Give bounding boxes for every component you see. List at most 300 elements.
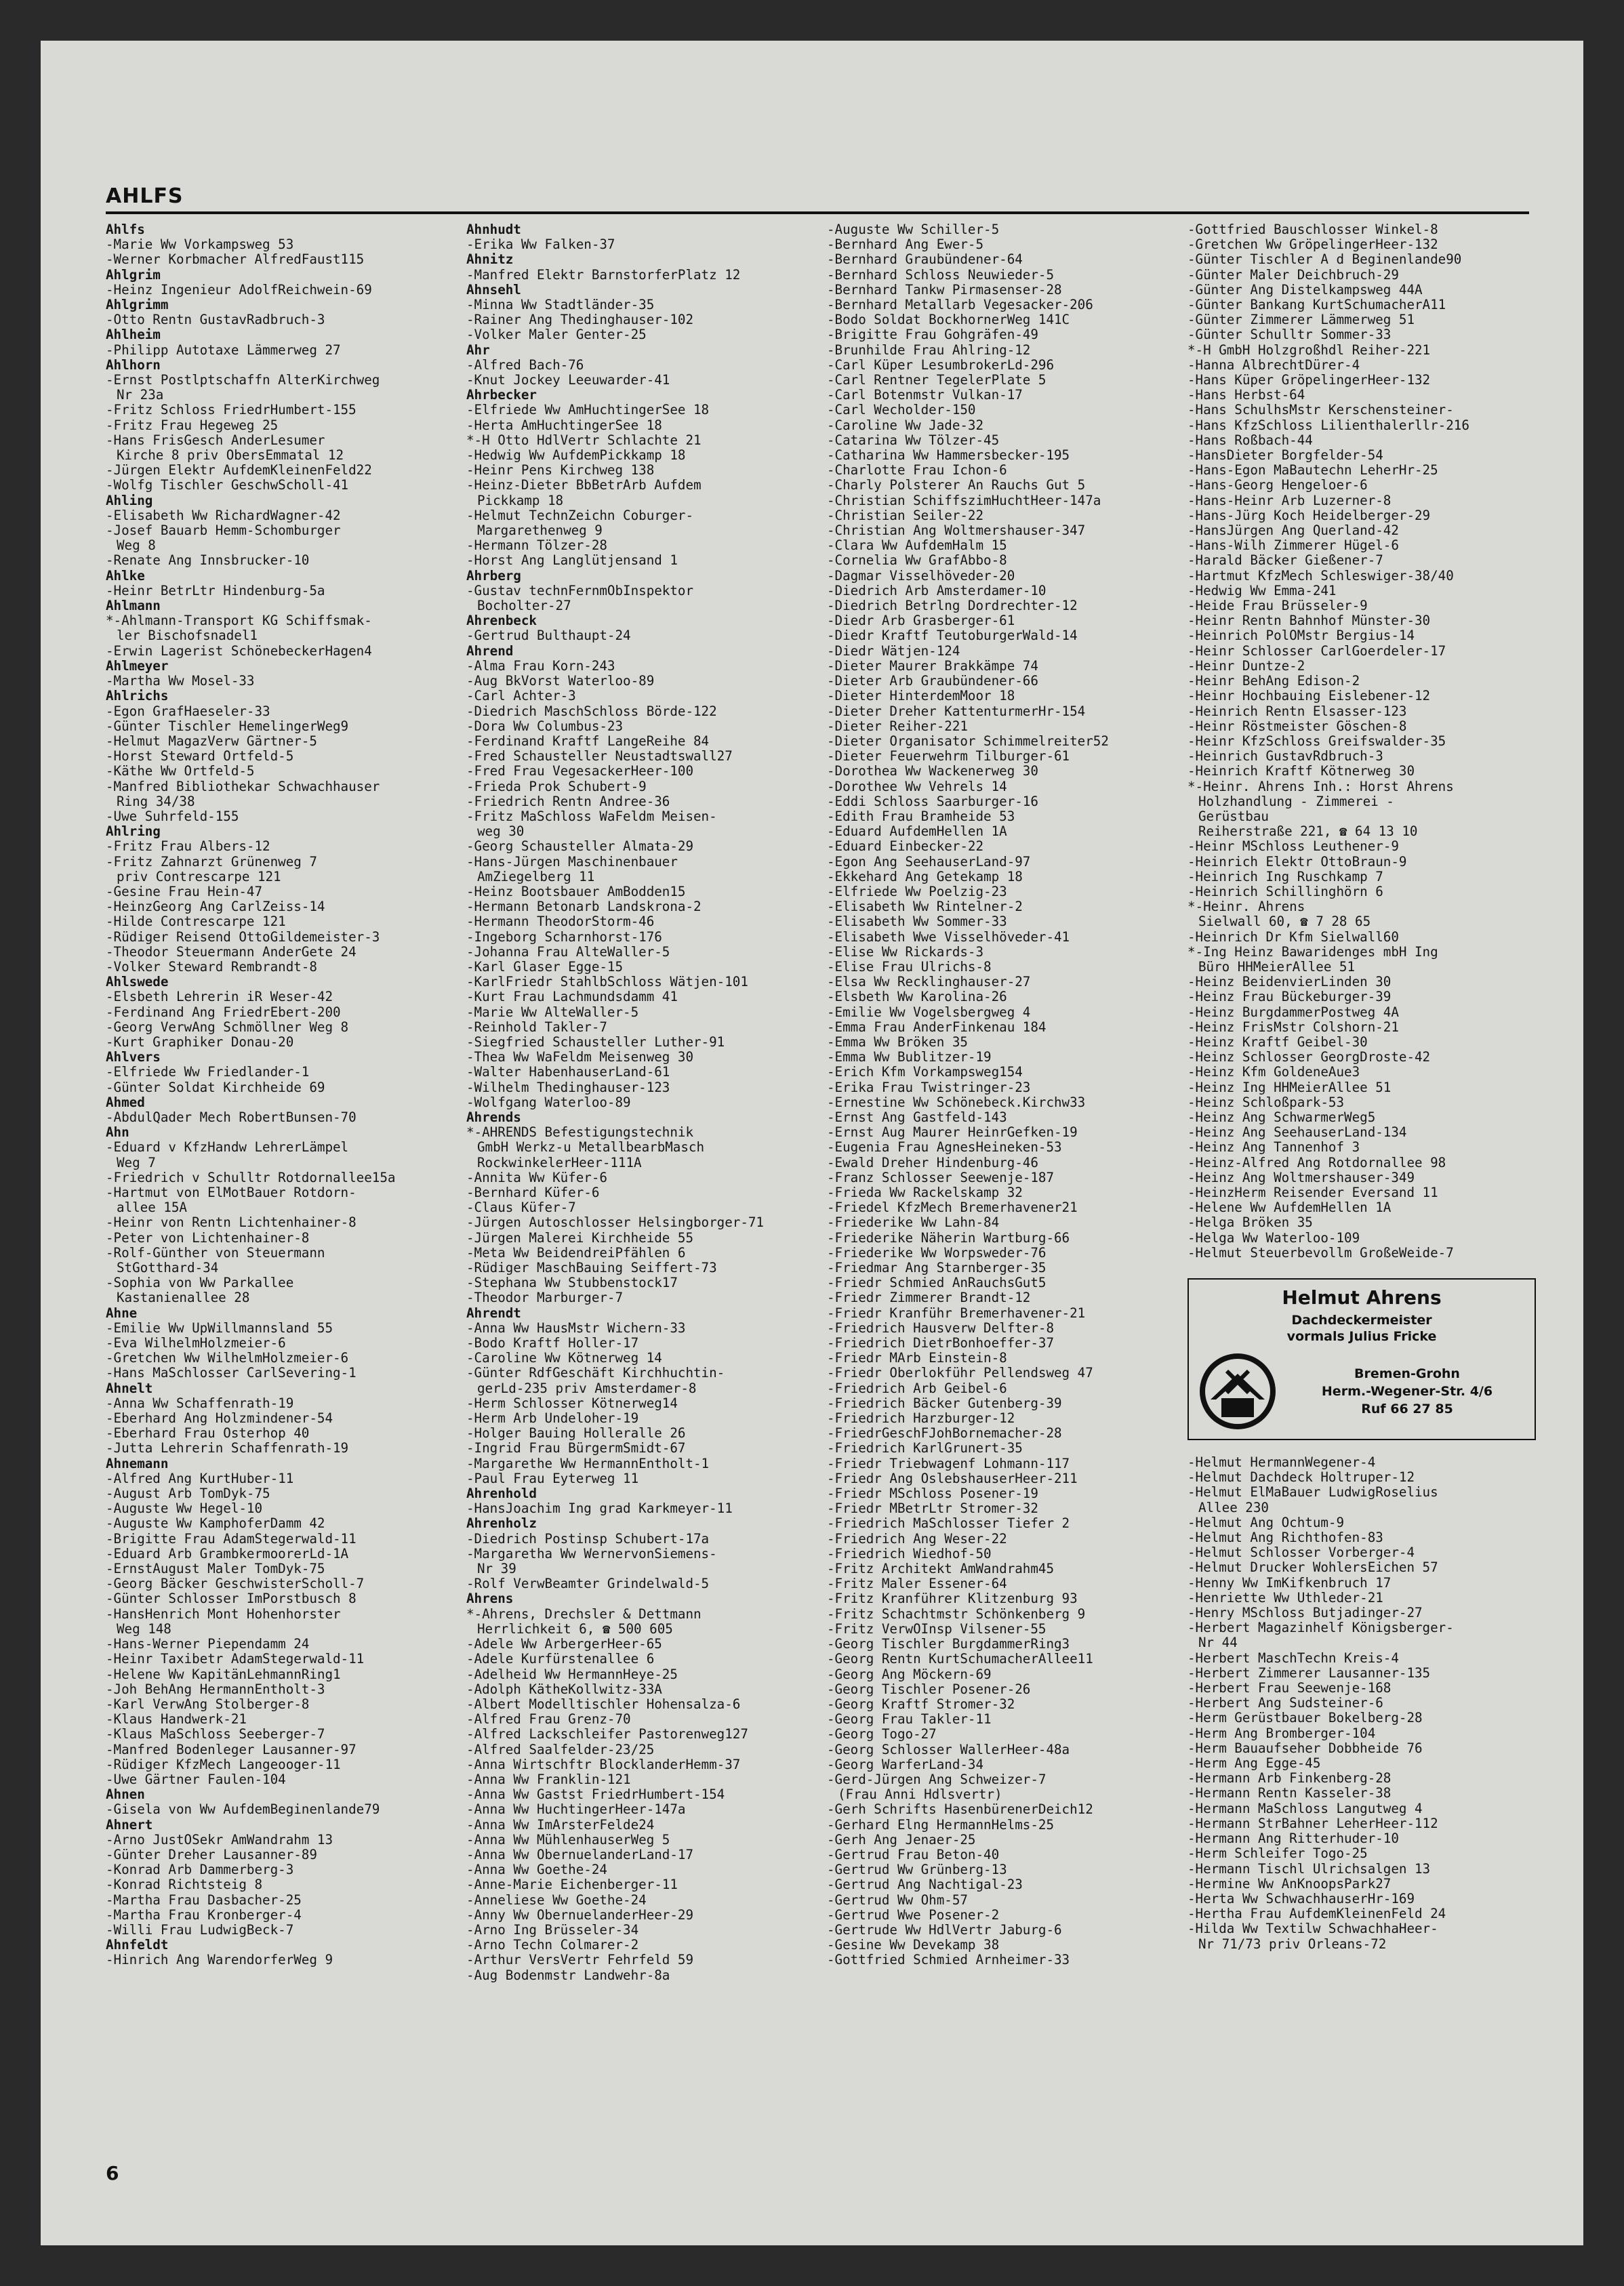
directory-entry: Allee 230 xyxy=(1198,1500,1269,1515)
directory-entry: -Heinr BehAng Edison-2 xyxy=(1187,674,1360,689)
directory-entry: -Bernhard Ang Ewer-5 xyxy=(827,237,984,253)
directory-entry: -Adelheid Ww HermannHeye-25 xyxy=(466,1667,678,1682)
directory-entry: -Friedrich Bäcker Gutenberg-39 xyxy=(827,1395,1062,1411)
directory-entry: -August Arb TomDyk-75 xyxy=(106,1486,270,1502)
directory-entry: -Anna Ww Gastst FriedrHumbert-154 xyxy=(466,1787,725,1803)
surname-heading: Ahn xyxy=(106,1125,129,1141)
directory-entry: -Martha Frau Dasbacher-25 xyxy=(106,1892,302,1908)
directory-entry: -Clara Ww AufdemHalm 15 xyxy=(827,538,1007,554)
surname-heading: Ahlfs xyxy=(106,222,145,237)
directory-entry: -Friederike Ww Worpsweder-76 xyxy=(827,1245,1047,1261)
directory-entry: -Reinhold Takler-7 xyxy=(466,1019,607,1035)
surname-heading: Ahrbecker xyxy=(466,388,537,403)
directory-entry: -Herm Arb Undeloher-19 xyxy=(466,1411,639,1427)
directory-entry: -Gustav technFernmObInspektor xyxy=(466,583,694,598)
directory-entry: -Hermann Rentn Kasseler-38 xyxy=(1187,1786,1392,1801)
directory-entry: -Bernhard Küfer-6 xyxy=(466,1185,600,1200)
directory-entry: -Friedr Triebwagenf Lohmann-117 xyxy=(827,1456,1070,1471)
directory-entry: Nr 23a xyxy=(117,388,164,403)
surname-heading: Ahlgrimm xyxy=(106,298,169,313)
directory-entry: *-Ing Heinz Bawaridenges mbH Ing xyxy=(1187,944,1438,960)
directory-entry: -Wolfgang Waterloo-89 xyxy=(466,1095,631,1110)
directory-entry: -Alfred Saalfelder-23/25 xyxy=(466,1742,655,1757)
directory-entry: -Friedel KfzMech Bremerhavener21 xyxy=(827,1200,1078,1216)
directory-entry: -Herbert Magazinhelf Königsberger- xyxy=(1187,1620,1454,1636)
directory-entry: -Annita Ww Küfer-6 xyxy=(466,1170,607,1185)
ad-trade: Dachdeckermeister xyxy=(1291,1313,1432,1328)
directory-entry: -Dieter Feuerwehrm Tilburger-61 xyxy=(827,749,1070,764)
directory-entry: -Hermann Tischl Ulrichsalgen 13 xyxy=(1187,1861,1431,1877)
directory-entry: -Dorothea Ww Wackenerweg 30 xyxy=(827,764,1038,779)
directory-entry: -Fritz MaSchloss WaFeldm Meisen- xyxy=(466,809,717,824)
directory-entry: -Heinz-Dieter BbBetrArb Aufdem xyxy=(466,478,702,493)
directory-entry: -Carl Botenmstr Vulkan-17 xyxy=(827,388,1023,403)
directory-entry: -Heinz Kraftf Geibel-30 xyxy=(1187,1034,1368,1050)
directory-entry: -Anna Ww Schaffenrath-19 xyxy=(106,1395,294,1411)
directory-entry: -Minna Ww Stadtländer-35 xyxy=(466,298,655,313)
directory-entry: -Fritz Frau Hegeweg 25 xyxy=(106,417,279,433)
directory-entry: -Hans-Georg Hengeloer-6 xyxy=(1187,478,1368,493)
column-3 xyxy=(827,222,1175,2188)
directory-entry: GmbH Werkz-u MetallbearbMasch xyxy=(477,1140,705,1156)
directory-entry: -Christian Ang Woltmershauser-347 xyxy=(827,523,1086,539)
directory-entry: -Helmut Ang Richthofen-83 xyxy=(1187,1530,1383,1546)
directory-entry: -Walter HabenhauserLand-61 xyxy=(466,1065,670,1080)
directory-entry: -Georg Tischler BurgdammerRing3 xyxy=(827,1637,1070,1652)
ad-phone: Ruf 66 27 85 xyxy=(1361,1402,1453,1417)
directory-entry: -HeinzHerm Reisender Eversand 11 xyxy=(1187,1185,1438,1200)
directory-entry: -Heinr Pens Kirchweg 138 xyxy=(466,463,655,478)
directory-entry: -Friedrich Harzburger-12 xyxy=(827,1411,1015,1427)
directory-entry: -Fritz Schloss FriedrHumbert-155 xyxy=(106,403,357,418)
surname-heading: Ahrenbeck xyxy=(466,613,537,629)
directory-entry: -Heinr Rentn Bahnhof Münster-30 xyxy=(1187,613,1431,629)
directory-entry: -Hans-Egon MaBautechn LeherHr-25 xyxy=(1187,463,1438,478)
directory-entry: -Ernestine Ww Schönebeck.Kirchw33 xyxy=(827,1095,1086,1110)
directory-entry: *-Ahrens, Drechsler & Dettmann xyxy=(466,1606,702,1622)
directory-entry: -Anny Ww ObernuelanderHeer-29 xyxy=(466,1907,694,1923)
directory-entry: Sielwall 60, ☎ 7 28 65 xyxy=(1198,914,1371,930)
directory-entry: Büro HHMeierAllee 51 xyxy=(1198,959,1356,975)
directory-entry: -Diedr Wätjen-124 xyxy=(827,643,960,659)
directory-entry: Reiherstraße 221, ☎ 64 13 10 xyxy=(1198,824,1418,840)
directory-entry: -Alfred Frau Grenz-70 xyxy=(466,1712,631,1728)
directory-entry: -Anna Wirtschftr BlocklanderHemm-37 xyxy=(466,1757,741,1772)
directory-entry: -Jürgen Autoschlosser Helsingborger-71 xyxy=(466,1215,764,1231)
directory-entry: -Willi Frau LudwigBeck-7 xyxy=(106,1922,294,1938)
directory-entry: -HeinzGeorg Ang CarlZeiss-14 xyxy=(106,899,325,915)
directory-entry: -Klaus MaSchloss Seeberger-7 xyxy=(106,1727,325,1742)
directory-entry: -Carl Rentner TegelerPlate 5 xyxy=(827,373,1047,388)
page-number: 6 xyxy=(106,2162,119,2184)
directory-entry: -Heinr BetrLtr Hindenburg-5a xyxy=(106,583,325,598)
directory-entry: -Hans Roßbach-44 xyxy=(1187,432,1313,448)
surname-heading: Ahlmann xyxy=(106,598,161,614)
surname-heading: Ahrenhold xyxy=(466,1486,537,1502)
directory-entry: -Manfred Bodenleger Lausanner-97 xyxy=(106,1742,357,1757)
directory-entry: -Herbert Ang Sudsteiner-6 xyxy=(1187,1696,1383,1711)
directory-entry: -Friedr Schmied AnRauchsGut5 xyxy=(827,1275,1047,1291)
directory-entry: -Gertrud Wwe Posener-2 xyxy=(827,1907,1000,1923)
directory-entry: -Konrad Arb Dammerberg-3 xyxy=(106,1862,294,1878)
directory-entry: -Eberhard Frau Osterhop 40 xyxy=(106,1426,310,1442)
directory-entry: Nr 39 xyxy=(477,1562,516,1577)
directory-entry: -Volker Steward Rembrandt-8 xyxy=(106,959,317,975)
directory-entry: -Josef Bauarb Hemm-Schomburger xyxy=(106,523,341,539)
directory-entry: -Heinz Ang Woltmershauser-349 xyxy=(1187,1170,1415,1185)
directory-entry: -Anneliese Ww Goethe-24 xyxy=(466,1892,647,1908)
directory-entry: -Arno Ing Brüsseler-34 xyxy=(466,1922,639,1938)
directory-entry: -Carl Küper LesumbrokerLd-296 xyxy=(827,357,1055,373)
directory-entry: -Hans FrisGesch AnderLesumer xyxy=(106,432,325,448)
directory-entry: -Georg Tischler Posener-26 xyxy=(827,1681,1031,1697)
directory-entry: -Fritz Architekt AmWandrahm45 xyxy=(827,1562,1055,1577)
directory-entry: -Günter Schulltr Sommer-33 xyxy=(1187,327,1392,343)
directory-entry: -Hilda Ww Textilw SchwachhaHeer- xyxy=(1187,1921,1438,1937)
directory-entry: -Helmut TechnZeichn Coburger- xyxy=(466,508,694,523)
directory-entry: -Charly Polsterer An Rauchs Gut 5 xyxy=(827,478,1086,493)
directory-entry: -Fred Frau VegesackerHeer-100 xyxy=(466,764,694,779)
directory-entry: -Eva WilhelmHolzmeier-6 xyxy=(106,1336,286,1351)
directory-entry: -Helmut Steuerbevollm GroßeWeide-7 xyxy=(1187,1245,1454,1261)
directory-entry: -Jürgen Elektr AufdemKleinenFeld22 xyxy=(106,463,372,478)
surname-heading: Ahlhorn xyxy=(106,357,161,373)
directory-entry: -Hans-Werner Piependamm 24 xyxy=(106,1637,310,1652)
directory-entry: -Günter Tischler A d Beginenlande90 xyxy=(1187,252,1462,268)
directory-entry: -Anna Ww HausMstr Wichern-33 xyxy=(466,1320,686,1336)
directory-entry: -Rainer Ang Thedinghauser-102 xyxy=(466,312,694,328)
directory-entry: -Heinz-Alfred Ang Rotdornallee 98 xyxy=(1187,1155,1446,1170)
directory-entry: -Erich Kfm Vorkampsweg154 xyxy=(827,1065,1023,1080)
directory-entry: -Günter Tischler HemelingerWeg9 xyxy=(106,718,349,734)
directory-entry: -Heinr Schlosser CarlGoerdeler-17 xyxy=(1187,643,1446,659)
directory-entry: -Elise Ww Rickards-3 xyxy=(827,944,984,960)
directory-entry: -Friedr Kranführ Bremerhavener-21 xyxy=(827,1305,1086,1321)
directory-entry: -Hinrich Ang WarendorferWeg 9 xyxy=(106,1953,333,1968)
directory-entry: ler Bischofsnadel1 xyxy=(117,628,258,644)
directory-entry: -Günter Zimmerer Lämmerweg 51 xyxy=(1187,312,1415,328)
directory-entry: -Ferdinand Ang FriedrEbert-200 xyxy=(106,1004,341,1020)
directory-entry: -Diedrich Betrlng Dordrechter-12 xyxy=(827,598,1078,614)
directory-entry: -Herta AmHuchtingerSee 18 xyxy=(466,417,662,433)
directory-entry: -Uwe Gärtner Faulen-104 xyxy=(106,1772,286,1787)
directory-entry: -Gertrud Ww Grünberg-13 xyxy=(827,1862,1007,1878)
directory-entry: -Heinrich Kraftf Kötnerweg 30 xyxy=(1187,764,1415,779)
directory-entry: -Eberhard Ang Holzmindener-54 xyxy=(106,1411,333,1427)
column-4 xyxy=(1187,222,1536,2188)
directory-entry: -Friedr Ang OslebshauserHeer-211 xyxy=(827,1471,1078,1486)
directory-entry: -Auguste Ww Schiller-5 xyxy=(827,222,1000,237)
ad-address-line2: Herm.-Wegener-Str. 4/6 xyxy=(1321,1384,1493,1400)
directory-entry: -Erika Frau Twistringer-23 xyxy=(827,1080,1031,1095)
surname-heading: Ahnitz xyxy=(466,252,514,268)
directory-entry: -Hartmut KfzMech Schleswiger-38/40 xyxy=(1187,568,1454,584)
directory-entry: -Sophia von Ww Parkallee xyxy=(106,1275,294,1291)
directory-entry: -Friedrich MaSchlosser Tiefer 2 xyxy=(827,1516,1070,1532)
directory-entry: -Kurt Frau Lachmundsdamm 41 xyxy=(466,989,678,1005)
directory-entry: -Heinrich Elektr OttoBraun-9 xyxy=(1187,854,1407,870)
directory-entry: -Herbert Zimmerer Lausanner-135 xyxy=(1187,1665,1431,1681)
directory-entry: gerLd-235 priv Amsterdamer-8 xyxy=(477,1381,697,1396)
surname-heading: Ahlke xyxy=(106,568,145,584)
directory-entry: -Bernhard Metallarb Vegesacker-206 xyxy=(827,298,1093,313)
directory-entry: (Frau Anni Hdlsvertr) xyxy=(838,1787,1002,1803)
directory-entry: -Alfred Bach-76 xyxy=(466,357,584,373)
directory-entry: *-Ahlmann-Transport KG Schiffsmak- xyxy=(106,613,372,629)
directory-entry: -Hans-Heinr Arb Luzerner-8 xyxy=(1187,493,1392,508)
directory-entry: -Diedrich Arb Amsterdamer-10 xyxy=(827,583,1047,598)
surname-heading: Ahnfeldt xyxy=(106,1938,169,1953)
directory-page xyxy=(41,41,1583,2245)
directory-entry: -Holger Bauing Holleralle 26 xyxy=(466,1426,686,1442)
directory-entry: *-H GmbH Holzgroßhdl Reiher-221 xyxy=(1187,342,1431,358)
directory-entry: -Helga Ww Waterloo-109 xyxy=(1187,1230,1360,1246)
directory-entry: -Margaretha Ww WernervonSiemens- xyxy=(466,1546,717,1562)
directory-entry: -Fritz Zahnarzt Grünenweg 7 xyxy=(106,854,317,870)
directory-entry: -Henriette Ww Uthleder-21 xyxy=(1187,1590,1383,1606)
directory-entry: -Eduard Einbecker-22 xyxy=(827,839,984,855)
directory-entry: -Hermann TheodorStorm-46 xyxy=(466,914,655,930)
directory-entry: -HansDieter Borgfelder-54 xyxy=(1187,448,1383,464)
directory-entry: -Friedrich Hausverw Delfter-8 xyxy=(827,1320,1055,1336)
directory-entry: -Albert Modelltischler Hohensalza-6 xyxy=(466,1696,741,1712)
directory-entry: -Stephana Ww Stubbenstock17 xyxy=(466,1275,678,1291)
directory-entry: -Rolf VerwBeamter Grindelwald-5 xyxy=(466,1576,710,1592)
directory-entry: -Heinrich Rentn Elsasser-123 xyxy=(1187,703,1407,719)
directory-entry: *-Heinr. Ahrens Inh.: Horst Ahrens xyxy=(1187,779,1454,794)
running-head: AHLFS xyxy=(106,184,184,208)
directory-entry: -Gertrude Ww HdlVertr Jaburg-6 xyxy=(827,1922,1062,1938)
directory-entry: -Dieter Organisator Schimmelreiter52 xyxy=(827,733,1109,749)
directory-entry: -Helmut MagazVerw Gärtner-5 xyxy=(106,733,317,749)
directory-entry: -Manfred Bibliothekar Schwachhauser xyxy=(106,779,380,794)
directory-entry: -Herbert Frau Seewenje-168 xyxy=(1187,1681,1392,1696)
directory-entry: -Heinrich Ing Ruschkamp 7 xyxy=(1187,869,1383,884)
directory-entry: -Gerh Ang Jenaer-25 xyxy=(827,1832,976,1848)
directory-entry: -Frieda Prok Schubert-9 xyxy=(466,779,647,794)
directory-entry: -Anna Ww ImArsterFelde24 xyxy=(466,1817,655,1833)
directory-entry: -Helmut Schlosser Vorberger-4 xyxy=(1187,1545,1415,1561)
directory-entry: -Friedr MArb Einstein-8 xyxy=(827,1351,1007,1366)
surname-heading: Ahnert xyxy=(106,1817,153,1833)
directory-entry: -Elisabeth Ww Rintelner-2 xyxy=(827,899,1023,915)
directory-entry: -Gesine Frau Hein-47 xyxy=(106,884,263,899)
directory-entry: -Heinz Ing HHMeierAllee 51 xyxy=(1187,1080,1392,1095)
directory-entry: -Friedr MBetrLtr Stromer-32 xyxy=(827,1501,1038,1517)
directory-entry: -Anna Ww Franklin-121 xyxy=(466,1772,631,1787)
directory-entry: -Gertrud Bulthaupt-24 xyxy=(466,628,631,644)
directory-entry: -Theodor Marburger-7 xyxy=(466,1290,624,1306)
surname-heading: Ahmed xyxy=(106,1095,145,1110)
directory-entry: -Georg Togo-27 xyxy=(827,1727,937,1742)
ad-address-line1: Bremen-Grohn xyxy=(1354,1366,1460,1382)
directory-entry: -Franz Schlosser Seewenje-187 xyxy=(827,1170,1055,1185)
directory-entry: -Karl VerwAng Stolberger-8 xyxy=(106,1696,310,1712)
directory-entry: -Konrad Richtsteig 8 xyxy=(106,1877,263,1893)
surname-heading: Ahnelt xyxy=(106,1381,153,1396)
directory-entry: -Günter Dreher Lausanner-89 xyxy=(106,1847,317,1862)
directory-entry: -Heinz Frau Bückeburger-39 xyxy=(1187,989,1392,1005)
directory-entry: -Elisabeth Ww RichardWagner-42 xyxy=(106,508,341,523)
directory-entry: -Herm Schlosser Kötnerweg14 xyxy=(466,1395,678,1411)
directory-entry: -Friedr Oberlokführ Pellendsweg 47 xyxy=(827,1366,1093,1381)
directory-entry: Pickkamp 18 xyxy=(477,493,564,508)
directory-entry: -Elsbeth Lehrerin iR Weser-42 xyxy=(106,989,333,1005)
directory-entry: -Dieter Dreher KattenturmerHr-154 xyxy=(827,703,1086,719)
surname-heading: Ahnemann xyxy=(106,1456,169,1471)
directory-entry: AmZiegelberg 11 xyxy=(477,869,595,884)
directory-entry: -Hermann Ang Ritterhuder-10 xyxy=(1187,1831,1399,1847)
directory-entry: -Dieter Reiher-221 xyxy=(827,718,968,734)
directory-entry: -Gisela von Ww AufdemBeginenlande79 xyxy=(106,1802,380,1818)
surname-heading: Ahrens xyxy=(466,1591,514,1607)
directory-entry: -Anna Ww ObernuelanderLand-17 xyxy=(466,1847,694,1862)
directory-entry: -Rüdiger Reisend OttoGildemeister-3 xyxy=(106,929,380,945)
directory-entry: -Heinz Schlosser GeorgDroste-42 xyxy=(1187,1050,1431,1065)
directory-entry: -Herm Ang Bromberger-104 xyxy=(1187,1726,1376,1741)
directory-columns xyxy=(106,222,1536,2188)
directory-entry: -Elfriede Ww Poelzig-23 xyxy=(827,884,1007,899)
directory-entry: -Dora Ww Columbus-23 xyxy=(466,718,624,734)
directory-entry: Margarethenweg 9 xyxy=(477,523,603,539)
directory-entry: -Rüdiger MaschBauing Seiffert-73 xyxy=(466,1261,717,1276)
directory-entry: -Günter Soldat Kirchheide 69 xyxy=(106,1080,325,1095)
directory-entry: -Gretchen Ww GröpelingerHeer-132 xyxy=(1187,237,1438,253)
directory-entry: -Bernhard Graubündener-64 xyxy=(827,252,1023,268)
directory-entry: -Käthe Ww Ortfeld-5 xyxy=(106,764,255,779)
directory-entry: -Hans Küper GröpelingerHeer-132 xyxy=(1187,373,1431,388)
column-1 xyxy=(106,222,454,2188)
directory-entry: -Friedr Zimmerer Brandt-12 xyxy=(827,1290,1031,1306)
directory-entry: -Auguste Ww Hegel-10 xyxy=(106,1501,263,1517)
directory-entry: -Gretchen Ww WilhelmHolzmeier-6 xyxy=(106,1351,349,1366)
directory-entry: -Rolf-Günther von Steuermann xyxy=(106,1245,325,1261)
directory-entry: *-Heinr. Ahrens xyxy=(1187,899,1305,915)
directory-entry: -Siegfried Schausteller Luther-91 xyxy=(466,1034,725,1050)
surname-heading: Ahlvers xyxy=(106,1050,161,1065)
directory-entry: -Heinz Ang SeehauserLand-134 xyxy=(1187,1125,1407,1141)
directory-entry: -Georg Bäcker GeschwisterScholl-7 xyxy=(106,1576,365,1592)
directory-entry: -Meta Ww BeidendreiPfählen 6 xyxy=(466,1245,686,1261)
surname-heading: Ahrberg xyxy=(466,568,521,584)
directory-entry: -Friederike Ww Lahn-84 xyxy=(827,1215,1000,1231)
directory-entry: -Heinrich Dr Kfm Sielwall60 xyxy=(1187,929,1399,945)
directory-entry: -Friedmar Ang Starnberger-35 xyxy=(827,1261,1047,1276)
directory-entry: weg 30 xyxy=(477,824,525,840)
directory-entry: -Hedwig Ww Emma-241 xyxy=(1187,583,1337,598)
directory-entry: -Ernst Postlptschaffn AlterKirchweg xyxy=(106,373,380,388)
directory-entry: -Bodo Soldat BockhornerWeg 141C xyxy=(827,312,1070,328)
directory-entry: -HansJürgen Ang Querland-42 xyxy=(1187,523,1399,539)
directory-entry: -Werner Korbmacher AlfredFaust115 xyxy=(106,252,365,268)
surname-heading: Ahling xyxy=(106,493,153,508)
directory-entry: -Bodo Kraftf Holler-17 xyxy=(466,1336,639,1351)
surname-heading: Ahrends xyxy=(466,1109,521,1125)
directory-entry: -Claus Küfer-7 xyxy=(466,1200,576,1216)
directory-entry: -Herta Ww SchwachhauserHr-169 xyxy=(1187,1891,1415,1906)
directory-entry: -Diedr Kraftf TeutoburgerWald-14 xyxy=(827,628,1078,644)
directory-entry: -Hartmut von ElMotBauer Rotdorn- xyxy=(106,1185,357,1200)
directory-entry: Bocholter-27 xyxy=(477,598,571,614)
directory-entry: -Heinz Ang SchwarmerWeg5 xyxy=(1187,1109,1376,1125)
surname-heading: Ahlring xyxy=(106,824,161,840)
directory-entry: -Ewald Dreher Hindenburg-46 xyxy=(827,1155,1038,1170)
directory-entry: -Caroline Ww Kötnerweg 14 xyxy=(466,1351,662,1366)
advertisement-box xyxy=(1187,1278,1536,1440)
directory-entry: -Horst Steward Ortfeld-5 xyxy=(106,749,294,764)
directory-entry: Weg 148 xyxy=(117,1621,171,1637)
directory-entry: -Ingrid Frau BürgermSmidt-67 xyxy=(466,1441,686,1456)
directory-entry: -Johanna Frau AlteWaller-5 xyxy=(466,944,670,960)
directory-entry: Herrlichkeit 6, ☎ 500 605 xyxy=(477,1621,673,1637)
surname-heading: Ahlswede xyxy=(106,975,169,990)
directory-entry: -Gottfried Schmied Arnheimer-33 xyxy=(827,1953,1070,1968)
directory-entry: -Uwe Suhrfeld-155 xyxy=(106,809,239,824)
directory-entry: -Heinrich PolOMstr Bergius-14 xyxy=(1187,628,1415,644)
directory-entry: -Erwin Lagerist SchönebeckerHagen4 xyxy=(106,643,372,659)
surname-heading: Ahlrichs xyxy=(106,689,169,704)
directory-entry: -Henry MSchloss Butjadinger-27 xyxy=(1187,1606,1423,1621)
directory-entry: -Christian SchiffszimHuchtHeer-147a xyxy=(827,493,1101,508)
directory-entry: -Elsa Ww Recklinghauser-27 xyxy=(827,975,1031,990)
directory-entry: -Anne-Marie Eichenberger-11 xyxy=(466,1877,678,1893)
directory-entry: -Helmut HermannWegener-4 xyxy=(1187,1455,1376,1471)
directory-entry: -Hermann Betonarb Landskrona-2 xyxy=(466,899,702,915)
directory-entry: -Hermann Tölzer-28 xyxy=(466,538,607,554)
surname-heading: Ahne xyxy=(106,1305,138,1321)
directory-entry: -Arno Techn Colmarer-2 xyxy=(466,1938,639,1953)
directory-entry: -Heinr Röstmeister Göschen-8 xyxy=(1187,718,1407,734)
directory-entry: -Heinr Taxibetr AdamStegerwald-11 xyxy=(106,1652,365,1667)
directory-entry: -Hans-Jürg Koch Heidelberger-29 xyxy=(1187,508,1431,523)
directory-entry: -Jürgen Malerei Kirchheide 55 xyxy=(466,1230,694,1246)
directory-entry: -Arthur VersVertr Fehrfeld 59 xyxy=(466,1953,694,1968)
directory-entry: -Knut Jockey Leeuwarder-41 xyxy=(466,373,670,388)
directory-entry: -Heinz Schloßpark-53 xyxy=(1187,1095,1345,1110)
directory-entry: -Heinr Duntze-2 xyxy=(1187,658,1305,674)
directory-entry: -Diedrich MaschSchloss Börde-122 xyxy=(466,703,717,719)
directory-entry: -Gerhard Elng HermannHelms-25 xyxy=(827,1817,1055,1833)
directory-entry: -Emma Ww Bublitzer-19 xyxy=(827,1050,992,1065)
directory-entry: -Günter Maler Deichbruch-29 xyxy=(1187,267,1399,283)
directory-entry: Nr 71/73 priv Orleans-72 xyxy=(1198,1936,1387,1952)
directory-entry: -Helmut Ang Ochtum-9 xyxy=(1187,1515,1345,1530)
directory-entry: -Heinz BurgdammerPostweg 4A xyxy=(1187,1004,1399,1020)
directory-entry: -Georg Ang Möckern-69 xyxy=(827,1667,992,1682)
directory-entry: -Caroline Ww Jade-32 xyxy=(827,417,984,433)
directory-entry: -Gesine Ww Devekamp 38 xyxy=(827,1938,1000,1953)
directory-entry: -Martha Ww Mosel-33 xyxy=(106,674,255,689)
directory-entry: -Herm Ang Egge-45 xyxy=(1187,1756,1321,1772)
directory-entry: -Georg VerwAng Schmöllner Weg 8 xyxy=(106,1019,349,1035)
surname-heading: Ahrenholz xyxy=(466,1516,537,1532)
directory-entry: -Christian Seiler-22 xyxy=(827,508,984,523)
directory-entry: -Georg Schausteller Almata-29 xyxy=(466,839,694,855)
directory-entry: -Emilie Ww UpWillmannsland 55 xyxy=(106,1320,333,1336)
directory-entry: -Ingeborg Scharnhorst-176 xyxy=(466,929,662,945)
directory-entry: -Fritz Schachtmstr Schönkenberg 9 xyxy=(827,1606,1086,1622)
directory-entry: -Friedrich KarlGrunert-35 xyxy=(827,1441,1023,1456)
directory-entry: -Anna Ww HuchtingerHeer-147a xyxy=(466,1802,686,1818)
directory-entry: -Heinz Ang Tannenhof 3 xyxy=(1187,1140,1360,1156)
directory-entry: -Alfred Ang KurtHuber-11 xyxy=(106,1471,294,1486)
directory-entry: Kirche 8 priv ObersEmmatal 12 xyxy=(117,448,344,464)
directory-entry: -Günter RdfGeschäft Kirchhuchtin- xyxy=(466,1366,725,1381)
directory-entry: -Eugenia Frau AgnesHeineken-53 xyxy=(827,1140,1062,1156)
directory-entry: -Brunhilde Frau Ahlring-12 xyxy=(827,342,1031,358)
directory-entry: -Heinrich Schillinghörn 6 xyxy=(1187,884,1383,899)
directory-entry: -Hans MaSchlosser CarlSevering-1 xyxy=(106,1366,357,1381)
